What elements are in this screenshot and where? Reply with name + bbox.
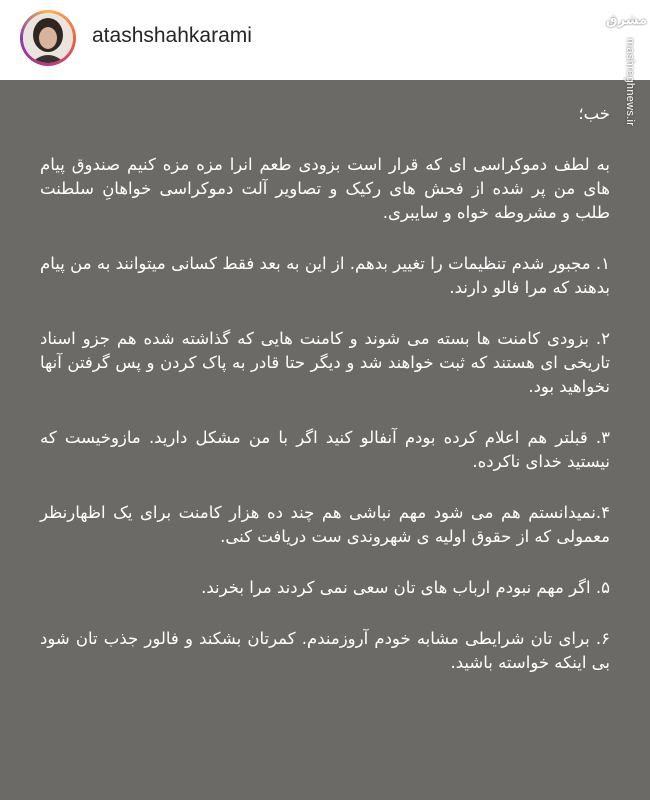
post-image [0, 80, 650, 800]
news-watermark [604, 4, 647, 127]
paragraph-4: ۴.نمیدانستم هم می شود مهم نباشی هم چند ده هزار کامنت برای یک اظهارنظر معمولی که از حقوق اولیه ی شهروندی ست دریافت کنی. [40, 503, 610, 546]
avatar[interactable] [20, 10, 76, 66]
paragraph-1: ۱. مجبور شدم تنظیمات را تغییر بدهم. از این به بعد فقط کسانی میتوانند به من پیام بدهند که مرا فالو دارند. [40, 254, 610, 297]
post-text [40, 102, 610, 702]
profile-photo-icon [23, 13, 73, 63]
paragraph-3: ۳. قبلتر هم اعلام کرده بودم آنفالو کنید اگر با من مشکل دارید. مازوخیست که نیستید خدای ناکرده. [40, 428, 610, 471]
paragraph-intro: خب؛ [578, 104, 610, 123]
paragraph-democracy: به لطف دموکراسی ای که قرار است بزودی طعم انرا مزه مزه کنیم صندوق پیام های من پر شده از فحش های رکیک و تصاویر آلت دموکراسی خواهانِ سلطنت طلب و مشروطه خواه و سایبری. [40, 155, 610, 222]
paragraph-2: ۲. بزودی کامنت ها بسته می شوند و کامنت هایی که گذاشته شده هم جزو اسناد تاریخی ای هستند که ثبت خواهند شد و دیگر حتا قادر به پاک کردن و پس گرفتن آنها نخواهید بود. [40, 329, 610, 396]
paragraph-6: ۶. برای تان شرایطی مشابه خودم آروزمندم. کمرتان بشکند و فالور جذب تان شود بی اینکه خواسته باشید. [40, 629, 610, 672]
paragraph-5: ۵. اگر مهم نبودم ارباب های تان سعی نمی کردند مرا بخرند. [201, 578, 610, 597]
post-header [0, 0, 650, 80]
watermark-site: mashreghnews.ir [624, 38, 636, 127]
mashregh-logo-icon: مشرق [606, 13, 647, 28]
username-link[interactable]: atashshahkarami [92, 24, 252, 47]
